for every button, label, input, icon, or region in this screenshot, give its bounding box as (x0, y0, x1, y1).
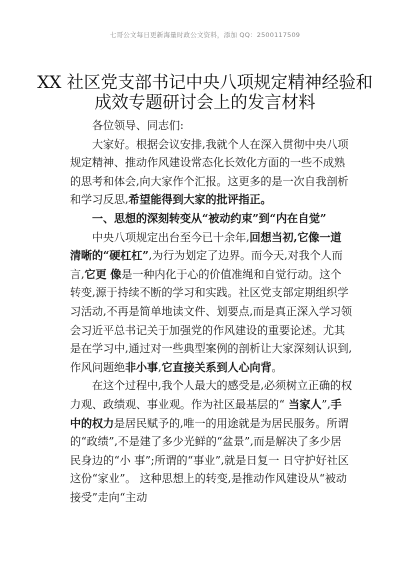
paragraph-section1-a (70, 229, 352, 378)
section-heading-1: 一、思想的深刻转变从“被动约束”到“内在自觉” (92, 211, 327, 225)
p2-text-3: 是一种内化于心的价值准绳和自觉行动。这个转变,源于持续不断的学习和实践。社区党支部定期组织学习活动,不再是简单地读文件、划要点,而是真正深入学习领会习近平总书记关于加强党的作风建设的重要论述。尤其是在学习中,通过对一些典型案例的剖析让大家深刻认识到,作风问题绝 (70, 267, 352, 374)
p3-bold-1: 当家人 (284, 397, 322, 411)
p2-bold-2: 它更 像 (84, 267, 122, 281)
p2-text-4: , (158, 360, 162, 374)
salutation: 各位领导、同志们: (92, 119, 184, 132)
p3-text-2: ”, (321, 397, 331, 411)
p2-text-1: 中央八项规定出台至今已十余年, (92, 230, 250, 244)
p2-text-2: ,为行为划定了边界。而今天,对我个人而言, (70, 249, 343, 281)
paragraph-section1-b (70, 377, 352, 507)
title-line-1: XX 社区党支部书记中央八项规定精神经验和 (37, 73, 373, 93)
p2-bold-4: 它直接关系到人心向背 (161, 360, 272, 374)
p2-bold-3: 非小事 (125, 360, 158, 374)
paragraph-intro-text: 大家好。根据会议安排,我就个人在深入贯彻中央八项规定精神、推动作风建设常态化长效化方面的一些不成熟的思考和体会,向大家作个汇报。这更多的是一次自我剖析和学习反思, (70, 137, 349, 207)
p3-text-1: 在这个过程中,我个人最大的感受是,必须树立正确的权力观、政绩观、事业观。作为社区最基层的“ (70, 379, 352, 411)
title-line-2: 成效专题研讨会上的发言材料 (94, 93, 316, 113)
p3-text-3: 是居民赋予的,唯一的用途就是为居民服务。所谓的“政绩”,不是建了多少光鲜的“盆景”,而是解决了多少居民身边的“小 事”;所谓的“事业”,就是日复一 日守护好社区这份“家业”。 这种思想上的转变,是推动作风建设从“被动接受”走向“主动 (70, 416, 349, 504)
document-title (30, 73, 380, 113)
p2-text-5: 。 (271, 360, 283, 374)
p3-bold-2: 手中的权力 (70, 397, 342, 430)
paragraph-intro (70, 136, 352, 210)
header-watermark: 七哥公文每日更新海量时政公文资料，添加 QQ：2500117509 (109, 31, 301, 39)
document-body (70, 117, 352, 507)
paragraph-intro-bold: 希望能得到大家的批评指正。 (128, 193, 272, 207)
p2-bold-1: 回想当初,它像一道清晰的“硬杠杠” (70, 230, 342, 263)
